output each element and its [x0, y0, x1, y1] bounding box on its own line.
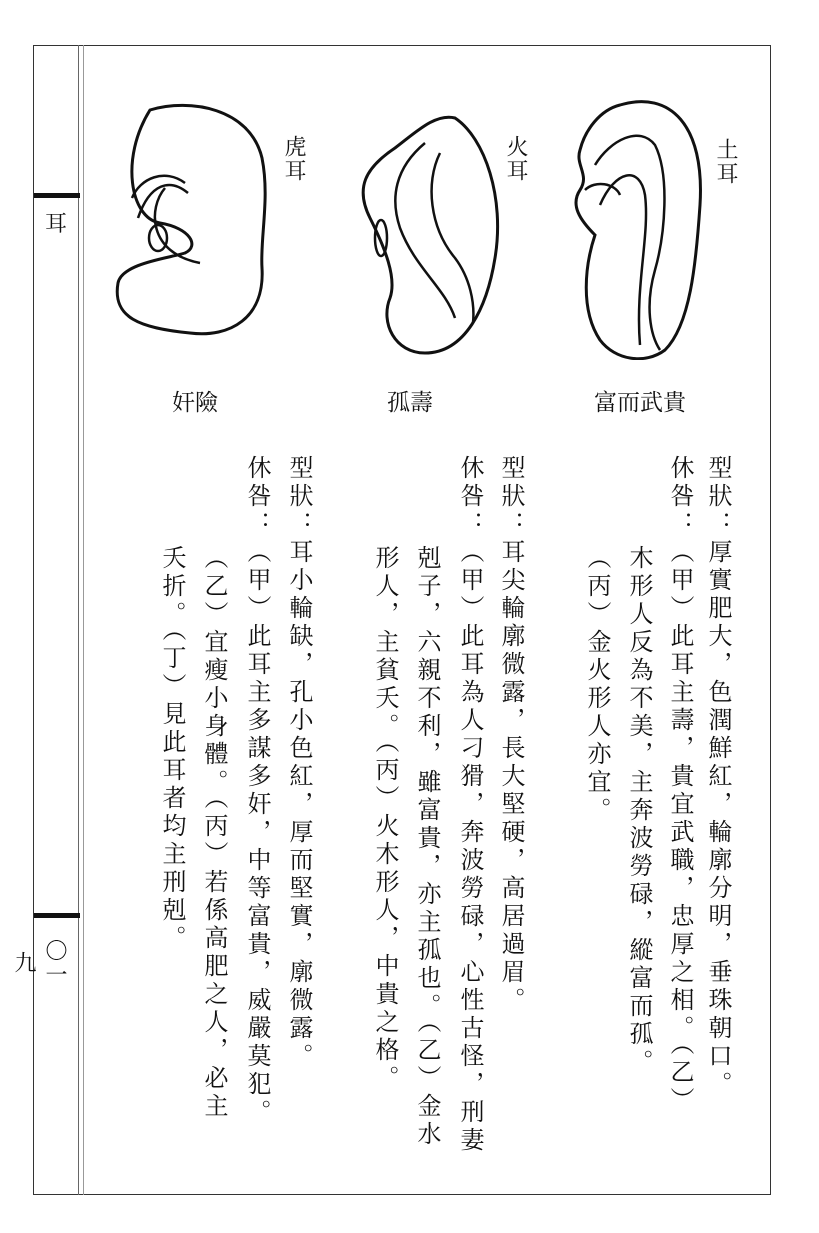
earth-ear-caption: 富而武貴 — [594, 390, 686, 416]
earth-ear-label: 土耳 — [713, 138, 738, 186]
margin-rule — [78, 45, 79, 1195]
fire-ear-caption: 孤壽 — [387, 390, 433, 416]
page-number-bar — [34, 913, 80, 918]
earth-ear-shape-line: 型狀：厚實肥大，色潤鮮紅，輪廓分明，垂珠朝口。 — [704, 455, 732, 1099]
earth-ear-fortune-line-2: 木形人反為不美，主奔波勞碌，縱富而孤。 — [625, 545, 653, 1077]
fire-ear-illustration — [355, 108, 505, 358]
earth-ear-illustration — [560, 95, 705, 360]
tiger-ear-fortune-line-3: 夭折。（丁）見此耳者均主刑剋。 — [158, 545, 186, 953]
fire-ear-label: 火耳 — [503, 135, 528, 183]
chapter-title: 耳 — [44, 212, 67, 237]
fire-ear-shape-line: 型狀：耳尖輪廓微露，長大堅硬，高居過眉。 — [497, 455, 525, 1015]
tiger-ear-shape-line: 型狀：耳小輪缺，孔小色紅，厚而堅實，廓微露。 — [285, 455, 313, 1071]
margin-rule-inner — [83, 45, 84, 1195]
fire-ear-fortune-line-2: 剋子，六親不利，雖富貴，亦主孤也。（乙）金水 — [413, 545, 441, 1149]
frame-top-line — [33, 45, 771, 46]
frame-bottom-line — [33, 1194, 771, 1195]
frame-right-line — [770, 45, 771, 1195]
fire-ear-fortune-line-1: 休咎：（甲）此耳為人刁猾，奔波勞碌，心性古怪，刑妻 — [456, 455, 484, 1155]
tiger-ear-caption: 奸險 — [172, 390, 218, 416]
earth-ear-fortune-line-3: （丙）金火形人亦宜。 — [583, 545, 611, 825]
earth-ear-fortune-line-1: 休咎：（甲）此耳主壽，貴宜武職，忠厚之相。（乙） — [666, 455, 694, 1115]
page-number: 〇一九 — [11, 939, 67, 987]
chapter-bar-top — [34, 193, 80, 198]
tiger-ear-illustration — [110, 98, 275, 348]
fire-ear-fortune-line-3: 形人，主貧夭。（丙）火木形人，中貴之格。 — [371, 545, 399, 1093]
tiger-ear-label: 虎耳 — [281, 135, 306, 183]
tiger-ear-fortune-line-2: （乙）宜瘦小身體。（丙）若係高肥之人，必主 — [200, 545, 228, 1121]
tiger-ear-fortune-line-1: 休咎：（甲）此耳主多謀多奸，中等富貴，威嚴莫犯。 — [243, 455, 271, 1127]
